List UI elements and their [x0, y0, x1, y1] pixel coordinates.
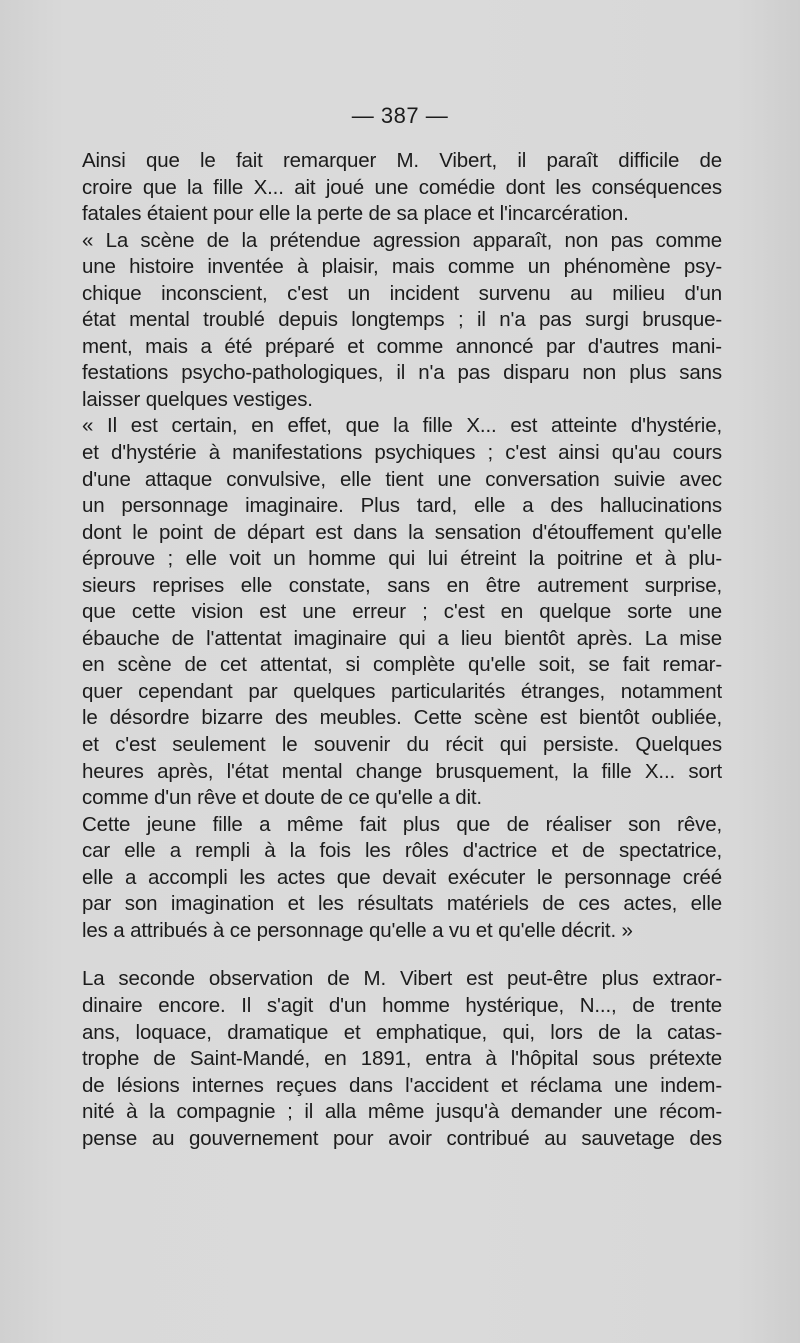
text-line: un personnage imaginaire. Plus tard, elle a des hallucinations: [82, 494, 722, 518]
text-line: elle a accompli les actes que devait exécuter le personnage créé: [82, 865, 722, 889]
text-line: quer cependant par quelques particularités étranges, notamment: [82, 679, 722, 703]
text-line: et c'est seulement le souvenir du récit qui persiste. Quelques: [82, 733, 722, 757]
text-line: dinaire encore. Il s'agit d'un homme hystérique, N..., de trente: [82, 993, 722, 1017]
text-line: Cette jeune fille a même fait plus que de réaliser son rêve,: [82, 812, 722, 836]
body-text: [82, 148, 722, 1152]
text-line: « Il est certain, en effet, que la fille X... est atteinte d'hystérie,: [82, 414, 722, 438]
text-line: car elle a rempli à la fois les rôles d'actrice et de spectatrice,: [82, 839, 722, 863]
text-line: éprouve ; elle voit un homme qui lui étreint la poitrine et à plu-: [82, 547, 722, 571]
text-line: ment, mais a été préparé et comme annoncé par d'autres mani-: [82, 334, 722, 358]
text-line: chique inconscient, c'est un incident survenu au milieu d'un: [82, 281, 722, 305]
paragraph: [82, 148, 722, 228]
text-line: les a attribués à ce personnage qu'elle a vu et qu'elle décrit. »: [82, 918, 633, 942]
text-line: Ainsi que le fait remarquer M. Vibert, il paraît difficile de: [82, 149, 722, 172]
paragraph: [82, 413, 722, 811]
text-line: d'une attaque convulsive, elle tient une conversation suivie avec: [82, 467, 722, 491]
paragraph: [82, 812, 722, 945]
paragraph: [82, 966, 722, 1152]
text-line: de lésions internes reçues dans l'accident et réclama une indem-: [82, 1073, 722, 1097]
text-line: en scène de cet attentat, si complète qu'elle soit, se fait remar-: [82, 653, 722, 677]
text-line: et d'hystérie à manifestations psychiques ; c'est ainsi qu'au cours: [82, 441, 722, 465]
text-line: fatales étaient pour elle la perte de sa place et l'incarcération.: [82, 202, 629, 226]
text-line: pense au gouvernement pour avoir contribué au sauvetage des: [82, 1126, 722, 1150]
text-line: festations psycho-pathologiques, il n'a pas disparu non plus sans: [82, 361, 722, 385]
text-line: « La scène de la prétendue agression apparaît, non pas comme: [82, 228, 722, 252]
page-number: — 387 —: [351, 103, 449, 128]
paragraph-gap: [82, 944, 722, 966]
text-line: ans, loquace, dramatique et emphatique, qui, lors de la catas-: [82, 1020, 722, 1044]
text-line: par son imagination et les résultats matériels de ces actes, elle: [82, 892, 722, 916]
text-line: croire que la fille X... ait joué une comédie dont les conséquences: [82, 175, 722, 199]
text-line: que cette vision est une erreur ; c'est en quelque sorte une: [82, 600, 722, 624]
text-line: trophe de Saint-Mandé, en 1891, entra à l'hôpital sous prétexte: [82, 1047, 722, 1071]
text-line: une histoire inventée à plaisir, mais comme un phénomène psy-: [82, 255, 722, 279]
text-line: nité à la compagnie ; il alla même jusqu'à demander une récom-: [82, 1100, 722, 1124]
text-line: La seconde observation de M. Vibert est peut-être plus extraor-: [82, 967, 722, 991]
text-line: état mental troublé depuis longtemps ; il n'a pas surgi brusque-: [82, 308, 722, 332]
text-line: laisser quelques vestiges.: [82, 387, 313, 411]
text-line: dont le point de départ est dans la sensation d'étouffement qu'elle: [82, 520, 722, 544]
text-line: heures après, l'état mental change brusquement, la fille X... sort: [82, 759, 722, 783]
text-line: comme d'un rêve et doute de ce qu'elle a dit.: [82, 786, 482, 810]
paragraph: [82, 228, 722, 414]
text-line: sieurs reprises elle constate, sans en être autrement surprise,: [82, 573, 722, 597]
text-line: ébauche de l'attentat imaginaire qui a lieu bientôt après. La mise: [82, 626, 722, 650]
text-line: le désordre bizarre des meubles. Cette scène est bientôt oubliée,: [82, 706, 722, 730]
